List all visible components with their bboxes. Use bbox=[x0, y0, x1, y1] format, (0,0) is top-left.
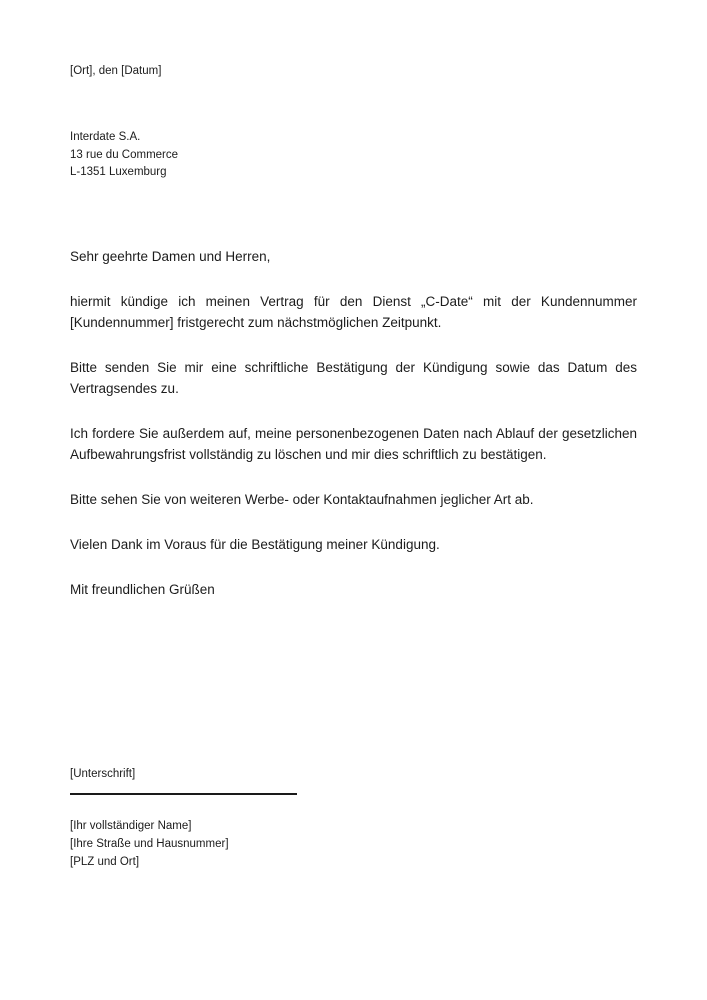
paragraph-data-deletion: Ich fordere Sie außerdem auf, meine personenbezogenen Daten nach Ablauf der gesetzlichen Aufbewahrungsfrist vollständig zu löschen und mir dies schriftlich zu bestätigen. bbox=[70, 426, 637, 462]
signature-line bbox=[70, 793, 297, 795]
sender-city: [PLZ und Ort] bbox=[70, 855, 140, 868]
sender-address-block bbox=[70, 817, 297, 871]
recipient-address-block bbox=[70, 129, 178, 182]
recipient-name: Interdate S.A. bbox=[70, 131, 141, 143]
paragraph-thanks: Vielen Dank im Voraus für die Bestätigung meiner Kündigung. bbox=[70, 537, 440, 552]
paragraph-cancellation: hiermit kündige ich meinen Vertrag für den Dienst „C-Date“ mit der Kundennummer [Kundennummer] fristgerecht zum nächstmöglichen Zeitpunkt. bbox=[70, 294, 637, 330]
date-place-line: [Ort], den [Datum] bbox=[70, 65, 162, 77]
letter-body bbox=[70, 246, 637, 624]
signature-placeholder: [Unterschrift] bbox=[70, 768, 136, 780]
paragraph-confirmation-request: Bitte senden Sie mir eine schriftliche Bestätigung der Kündigung sowie das Datum des Vertragsendes zu. bbox=[70, 360, 637, 396]
closing-formula: Mit freundlichen Grüßen bbox=[70, 582, 215, 597]
recipient-city: L-1351 Luxemburg bbox=[70, 166, 167, 178]
paragraph-no-further-contact: Bitte sehen Sie von weiteren Werbe- oder Kontaktaufnahmen jeglicher Art ab. bbox=[70, 492, 534, 507]
signature-block bbox=[70, 766, 297, 871]
sender-street: [Ihre Straße und Hausnummer] bbox=[70, 837, 229, 850]
recipient-street: 13 rue du Commerce bbox=[70, 148, 179, 161]
sender-name: [Ihr vollständiger Name] bbox=[70, 819, 192, 832]
salutation: Sehr geehrte Damen und Herren, bbox=[70, 249, 271, 264]
